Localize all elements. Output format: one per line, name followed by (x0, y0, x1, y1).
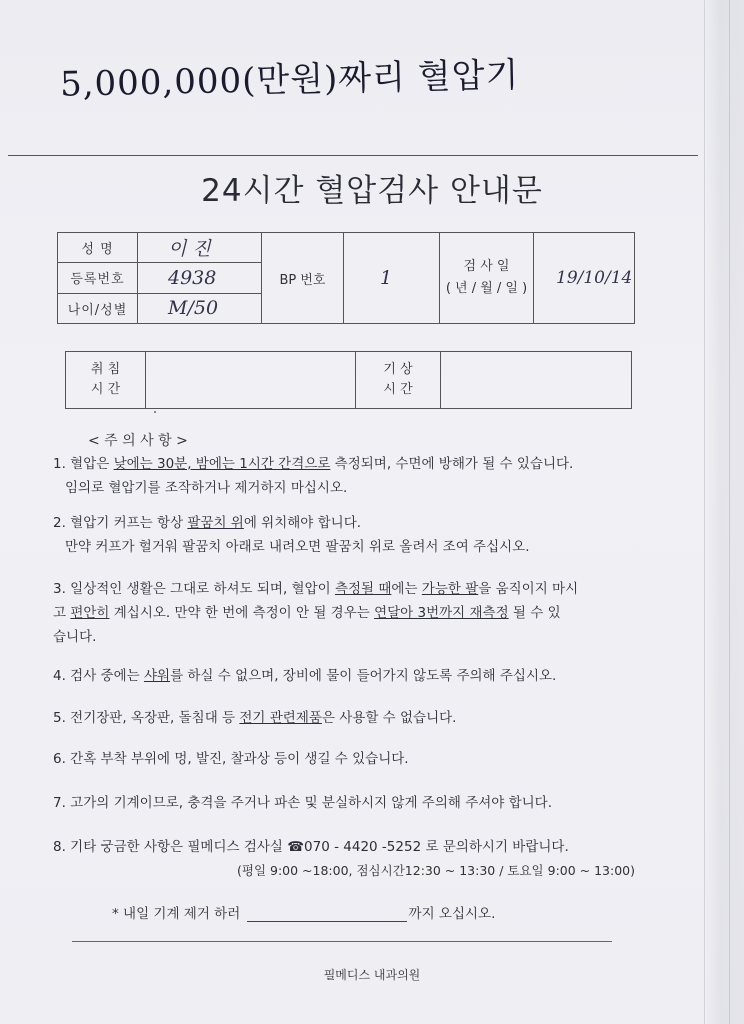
notice-5-text-c: 은 사용할 수 없습니다. (321, 710, 457, 726)
notice-6-text: 6. 간혹 부착 부위에 멍, 발진, 찰과상 등이 생길 수 있습니다. (53, 751, 409, 767)
notice-3-text-f: 고 (53, 605, 71, 621)
name-label: 성 명 (58, 233, 138, 263)
stray-mark (154, 411, 156, 413)
wake-time-label (356, 352, 441, 409)
age-sex-label: 나이/성별 (58, 293, 138, 323)
notice-1-text-a: 1. 혈압은 (53, 456, 114, 472)
notice-3-text-a: 3. 일상적인 생활은 그대로 하셔도 되며, 혈압이 (53, 581, 335, 597)
registration-value: 4938 (138, 263, 262, 293)
device-return-suffix: 까지 오십시오. (408, 906, 496, 922)
notice-4-emphasis: 샤워 (143, 668, 171, 684)
notice-item-4 (53, 664, 556, 688)
bedtime-value (146, 352, 356, 409)
notice-2-text-a: 2. 혈압기 커프는 항상 (53, 515, 188, 531)
notice-item-1 (53, 452, 573, 500)
bedtime-label-line2: 시 간 (90, 382, 121, 397)
notice-item-6 (53, 747, 409, 771)
notice-1-line2: 임의로 혈압기를 조작하거나 제거하지 마십시오. (65, 480, 348, 496)
age-sex-value: M/50 (138, 293, 262, 323)
notice-item-3 (53, 577, 578, 649)
exam-date-label (440, 233, 534, 324)
notice-1-emphasis: 낮에는 30분, 밤에는 1시간 간격으로 (113, 456, 331, 472)
notice-item-7 (53, 791, 552, 815)
wake-time-label-line1: 기 상 (383, 362, 413, 377)
notice-3-line3: 습니다. (53, 629, 97, 645)
wake-time-label-line2: 시 간 (383, 382, 413, 397)
notice-3-text-e: 을 움직이지 마시 (478, 581, 579, 597)
exam-date-label-line1: 검 사 일 (463, 259, 510, 274)
device-return-prefix: * 내일 기계 제거 하러 (112, 906, 241, 922)
notice-3-text-h: 계십시오. 만약 한 번에 측정이 안 될 경우는 (109, 605, 375, 621)
wake-time-value (441, 352, 632, 409)
bottom-divider (72, 941, 612, 942)
registration-label: 등록번호 (58, 263, 138, 293)
bp-number-value: 1 (344, 233, 440, 324)
notice-3-emphasis-3: 편안히 (70, 605, 110, 621)
device-return-blank (247, 908, 407, 922)
document-title: 24시간 혈압검사 안내문 (201, 173, 543, 209)
top-divider (8, 155, 698, 156)
notice-1-text-c: 측정되며, 수면에 방해가 될 수 있습니다. (330, 456, 574, 472)
notice-item-5 (53, 706, 456, 730)
name-value: 이 진 (138, 233, 262, 263)
handwritten-note: 5,000,000(만원)짜리 혈압기 (59, 55, 520, 105)
notice-8-text: 8. 기타 궁금한 사항은 필메디스 검사실 ☎070 - 4420 -5252 로 문의하시기 바랍니다. (53, 839, 569, 855)
sleep-time-table (65, 351, 632, 409)
sheet-protector-edge (704, 0, 744, 1024)
exam-date-label-line2: ( 년 / 월 / 일 ) (445, 281, 528, 296)
notice-heading: < 주 의 사 항 > (88, 433, 188, 449)
notice-3-emphasis-4: 연달아 3번까지 재측정 (374, 605, 509, 621)
notice-3-text-c: 에는 (391, 581, 422, 597)
bp-number-label: BP 번호 (262, 233, 344, 324)
device-return-line (112, 902, 495, 922)
notice-3-emphasis-2: 가능한 팔 (421, 581, 479, 597)
bedtime-label-line1: 취 침 (90, 362, 121, 377)
notice-item-8 (53, 835, 569, 859)
notice-item-2 (53, 511, 530, 559)
exam-date-value: 19/10/14 (534, 233, 635, 324)
notice-2-text-c: 에 위치해야 합니다. (243, 515, 362, 531)
notice-4-text-a: 4. 검사 중에는 (53, 668, 144, 684)
notice-5-emphasis: 전기 관련제품 (239, 710, 322, 726)
notice-2-line2: 만약 커프가 헐거워 팔꿈치 아래로 내려오면 팔꿈치 위로 올려서 조여 주십시오. (65, 539, 530, 555)
notice-2-emphasis: 팔꿈치 위 (187, 515, 244, 531)
patient-info-table (57, 232, 635, 324)
notice-7-text: 7. 고가의 기계이므로, 충격을 주거나 파손 및 분실하시지 않게 주의해 주셔야 합니다. (53, 795, 553, 811)
bedtime-label (66, 352, 146, 409)
notice-5-text-a: 5. 전기장판, 옥장판, 돌침대 등 (53, 710, 240, 726)
notice-3-emphasis-1: 측정될 때 (334, 581, 392, 597)
office-hours: (평일 9:00 ~18:00, 점심시간12:30 ~ 13:30 / 토요일 9:00 ~ 13:00) (237, 863, 636, 878)
clinic-name: 필메디스 내과의원 (323, 968, 421, 982)
notice-4-text-c: 를 하실 수 없으며, 장비에 물이 들어가지 않도록 주의해 주십시오. (170, 668, 557, 684)
sheet-protector-fold (729, 0, 730, 1024)
notice-3-text-j: 될 수 있 (508, 605, 561, 621)
